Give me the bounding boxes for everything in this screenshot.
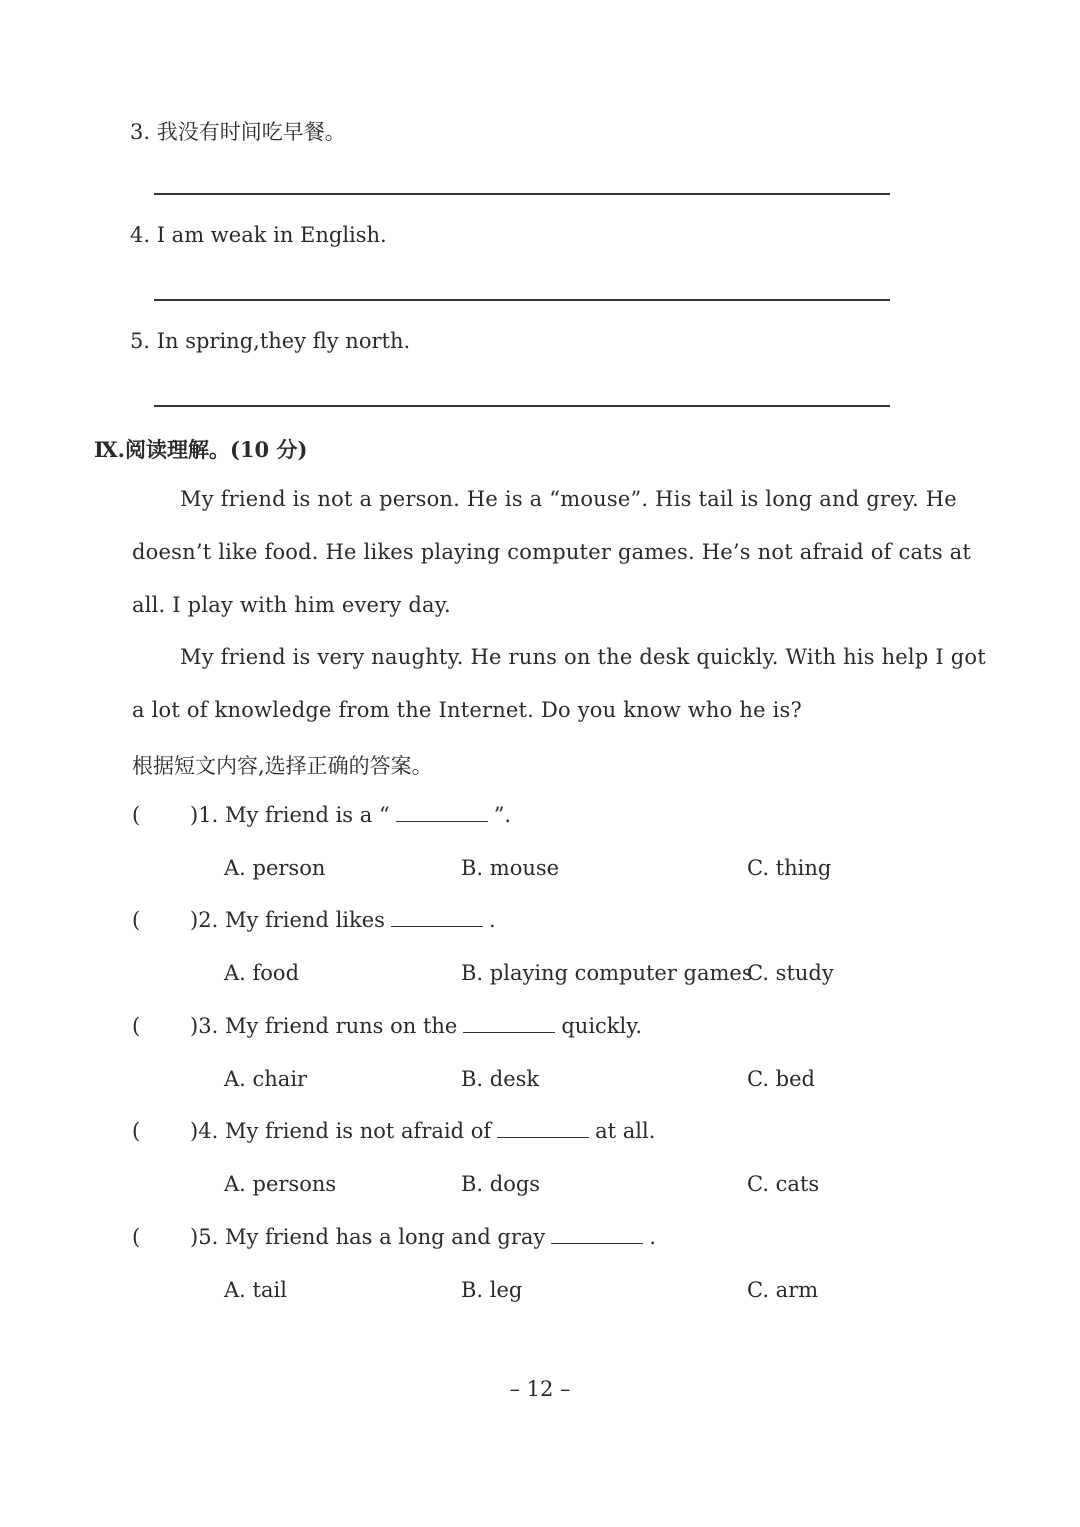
fill-blank[interactable] <box>551 1225 643 1244</box>
option-a[interactable]: A. person <box>224 856 326 880</box>
question-number: 2. <box>198 908 219 932</box>
section-title: 阅读理解。(10 分) <box>124 437 308 462</box>
answer-bracket[interactable]: ( <box>132 1014 141 1038</box>
answer-bracket[interactable]: ( <box>132 1225 141 1249</box>
page-number: – 12 – <box>509 1377 571 1401</box>
question-3: ( )3. My friend runs on the quickly. <box>132 1014 642 1038</box>
answer-bracket[interactable]: ( <box>132 1119 141 1143</box>
question-text-end: ”. <box>493 803 512 827</box>
answer-line-4[interactable] <box>154 299 890 301</box>
fill-blank[interactable] <box>391 908 483 927</box>
option-a[interactable]: A. food <box>224 961 300 985</box>
option-b[interactable]: B. leg <box>461 1278 523 1302</box>
answer-bracket[interactable]: ( <box>132 908 141 932</box>
question-number: 3. <box>198 1014 219 1038</box>
translation-item-4: 4. I am weak in English. <box>130 223 387 247</box>
option-c[interactable]: C. arm <box>747 1278 819 1302</box>
option-c[interactable]: C. cats <box>747 1172 820 1196</box>
option-a[interactable]: A. chair <box>224 1067 308 1091</box>
question-5: ( )5. My friend has a long and gray . <box>132 1225 656 1249</box>
question-text-end: . <box>649 1225 656 1249</box>
answer-line-3[interactable] <box>154 193 890 195</box>
option-a[interactable]: A. tail <box>224 1278 287 1302</box>
question-text-end: . <box>488 908 496 932</box>
question-1: ( )1. My friend is a “ ”. <box>132 803 512 827</box>
question-number: 1. <box>198 803 219 827</box>
passage-p2-line1: My friend is very naughty. He runs on the desk quickly. With his help I got <box>180 645 986 669</box>
question-text: My friend is not afraid of <box>224 1119 492 1143</box>
fill-blank[interactable] <box>463 1014 555 1033</box>
fill-blank[interactable] <box>497 1119 589 1138</box>
passage-p1-line1: My friend is not a person. He is a “mouse”. His tail is long and grey. He <box>180 487 957 511</box>
question-text: My friend runs on the <box>224 1014 458 1038</box>
answer-line-5[interactable] <box>154 405 890 407</box>
question-text-end: quickly. <box>561 1014 642 1038</box>
translation-item-5: 5. In spring,they fly north. <box>130 329 411 353</box>
passage-p1-line3: all. I play with him every day. <box>132 593 451 617</box>
section-heading <box>94 434 307 464</box>
option-c[interactable]: C. bed <box>747 1067 815 1091</box>
question-text: My friend has a long and gray <box>224 1225 546 1249</box>
option-b[interactable]: B. playing computer games <box>461 961 753 985</box>
passage-p1-line2: doesn’t like food. He likes playing computer games. He’s not afraid of cats at <box>132 540 972 564</box>
instruction: 根据短文内容,选择正确的答案。 <box>132 754 433 778</box>
passage-p2-line2: a lot of knowledge from the Internet. Do you know who he is? <box>132 698 802 722</box>
fill-blank[interactable] <box>396 803 488 822</box>
question-text: My friend is a “ <box>224 803 390 827</box>
question-number: 5. <box>198 1225 219 1249</box>
option-a[interactable]: A. persons <box>224 1172 337 1196</box>
option-b[interactable]: B. mouse <box>461 856 560 880</box>
question-4: ( )4. My friend is not afraid of at all. <box>132 1119 656 1143</box>
question-text-end: at all. <box>595 1119 656 1143</box>
question-2: ( )2. My friend likes . <box>132 908 496 932</box>
option-c[interactable]: C. thing <box>747 856 832 880</box>
section-number: Ⅸ. <box>94 437 125 462</box>
question-number: 4. <box>198 1119 219 1143</box>
option-b[interactable]: B. desk <box>461 1067 540 1091</box>
answer-bracket[interactable]: ( <box>132 803 141 827</box>
option-c[interactable]: C. study <box>747 961 834 985</box>
question-text: My friend likes <box>224 908 385 932</box>
option-b[interactable]: B. dogs <box>461 1172 541 1196</box>
translation-item-3: 3. 我没有时间吃早餐。 <box>130 120 346 144</box>
